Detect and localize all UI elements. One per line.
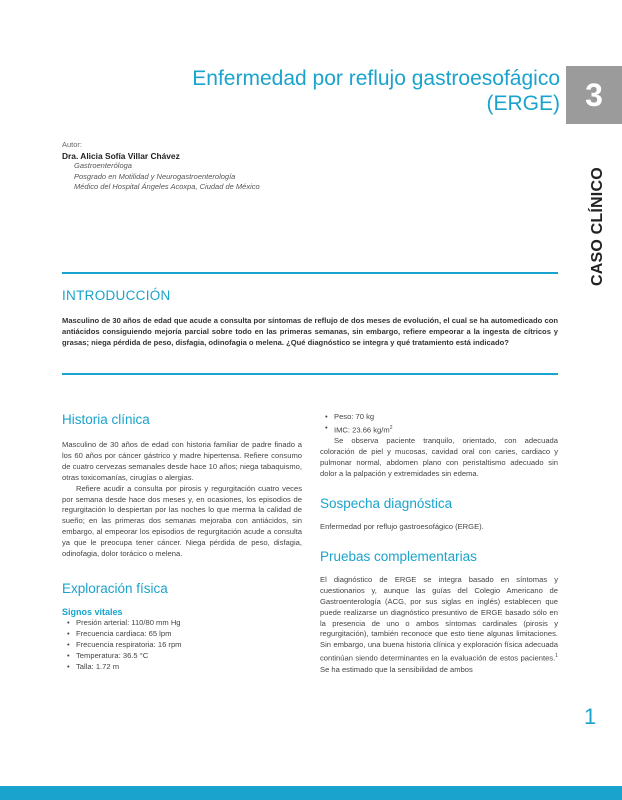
divider-top bbox=[62, 272, 558, 274]
tests-paragraph bbox=[320, 575, 558, 676]
list-item: • Frecuencia respiratoria: 16 rpm bbox=[62, 640, 302, 651]
list-item: • Temperatura: 36.5 °C bbox=[62, 651, 302, 662]
side-label bbox=[547, 140, 606, 290]
author-name: Dra. Alicia Sofía Villar Chávez bbox=[62, 150, 180, 161]
suspicion-paragraph: Enfermedad por reflujo gastroesofágico (ERGE). bbox=[320, 521, 484, 531]
chapter-number: 3 bbox=[585, 76, 603, 113]
right-column bbox=[320, 412, 558, 676]
list-item: • Talla: 1.72 m bbox=[62, 662, 302, 673]
author-block bbox=[62, 140, 260, 193]
imc-value: IMC: 23.66 kg/m bbox=[334, 425, 390, 435]
imc-superscript: 2 bbox=[389, 424, 393, 431]
tests-text-a: El diagnóstico de ERGE se integra basado en síntomas y cuestionarios y, aunque las guías del Colegio Americano de Gastroenterología (ACG, por sus siglas en inglés) establecen que puede realizarse un diagnóstico presuntivo de ERGE basado sólo en la presencia de uno o ambos síntomas cardinales (pirosis y regurgitación), también reconoce que esto tiene algunas limitaciones. Sin embargo, una buena historia clínica y exploración física adecuada continúan siendo determinantes en la evaluación de estos pacientes. bbox=[320, 574, 558, 663]
list-item: • Presión arterial: 110/80 mm Hg bbox=[62, 618, 302, 629]
left-column bbox=[62, 412, 302, 673]
reference-marker: 1 bbox=[555, 653, 558, 660]
side-label-text: CASO CLÍNICO bbox=[589, 167, 606, 286]
vitals-list bbox=[62, 618, 302, 673]
suspicion-heading: Sospecha diagnóstica bbox=[320, 495, 453, 511]
list-item: • Frecuencia cardiaca: 65 lpm bbox=[62, 629, 302, 640]
author-line: Médico del Hospital Ángeles Acoxpa, Ciudad de México bbox=[74, 182, 260, 191]
vitals-heading: Signos vitales bbox=[62, 606, 123, 617]
author-label: Autor: bbox=[62, 140, 83, 149]
chapter-number-badge bbox=[566, 66, 622, 124]
history-heading: Historia clínica bbox=[62, 412, 150, 427]
history-paragraph-1: Masculino de 30 años de edad con historia familiar de padre finado a los 60 años por cáncer gástrico y madre hipertensa. Refiere consumo de cuatro cervezas semanales desde hace 10 años; niega tabaquismo, otras toxicomanías, cirugías o alergias. bbox=[62, 440, 302, 482]
exam-paragraph: Se observa paciente tranquilo, orientado, con adecuada coloración de piel y mucosas, cavidad oral con caries, cardiaco y pulmonar normal, abdomen plano con peristaltismo adecuado sin dolor a la palpación y extremidades sin edema. bbox=[320, 436, 558, 479]
page-title bbox=[60, 66, 560, 116]
title-line-2: (ERGE) bbox=[486, 92, 560, 115]
author-line: Gastroenteróloga bbox=[74, 161, 132, 170]
tests-heading: Pruebas complementarias bbox=[320, 548, 477, 564]
list-item: • Peso: 70 kg bbox=[320, 412, 558, 423]
divider-bottom bbox=[62, 373, 558, 375]
intro-heading: INTRODUCCIÓN bbox=[62, 288, 171, 303]
tests-text-b: Se ha estimado que la sensibilidad de ambos bbox=[320, 664, 473, 674]
page-number: 1 bbox=[584, 704, 597, 729]
author-line: Posgrado en Motilidad y Neurogastroenterología bbox=[74, 171, 236, 181]
list-item bbox=[320, 423, 558, 436]
history-paragraph-2: Refiere acudir a consulta por pirosis y regurgitación cuatro veces por semana desde hace dos meses y, en ocasiones, los episodios de regurgitación lo despiertan por las noches lo que merma la calidad de sueño; en las primeras dos semanas mejoraba con antiácidos, sin embargo, al empeorar los episodios de regurgitación acude a consulta ya que le preocupa tener cáncer. Niega pérdida de peso, disfagia, odinofagia, dolor torácico o melena. bbox=[62, 483, 302, 559]
footer-bar bbox=[0, 786, 622, 800]
intro-text: Masculino de 30 años de edad que acude a consulta por síntomas de reflujo de dos meses de evolución, el cual se ha automedicado con antiácidos consiguiendo mejoría parcial sobre todo en las primeras semanas, sin embargo, refiere empeorar a la ingesta de cítricos y grasas; niega pérdida de peso, disfagia, odinofagia o melena. ¿Qué diagnóstico se integra y qué tratamiento está indicado? bbox=[62, 316, 558, 347]
exam-heading: Exploración física bbox=[62, 580, 168, 596]
title-line-1: Enfermedad por reflujo gastroesofágico bbox=[192, 67, 560, 90]
measurements-list bbox=[320, 412, 558, 436]
